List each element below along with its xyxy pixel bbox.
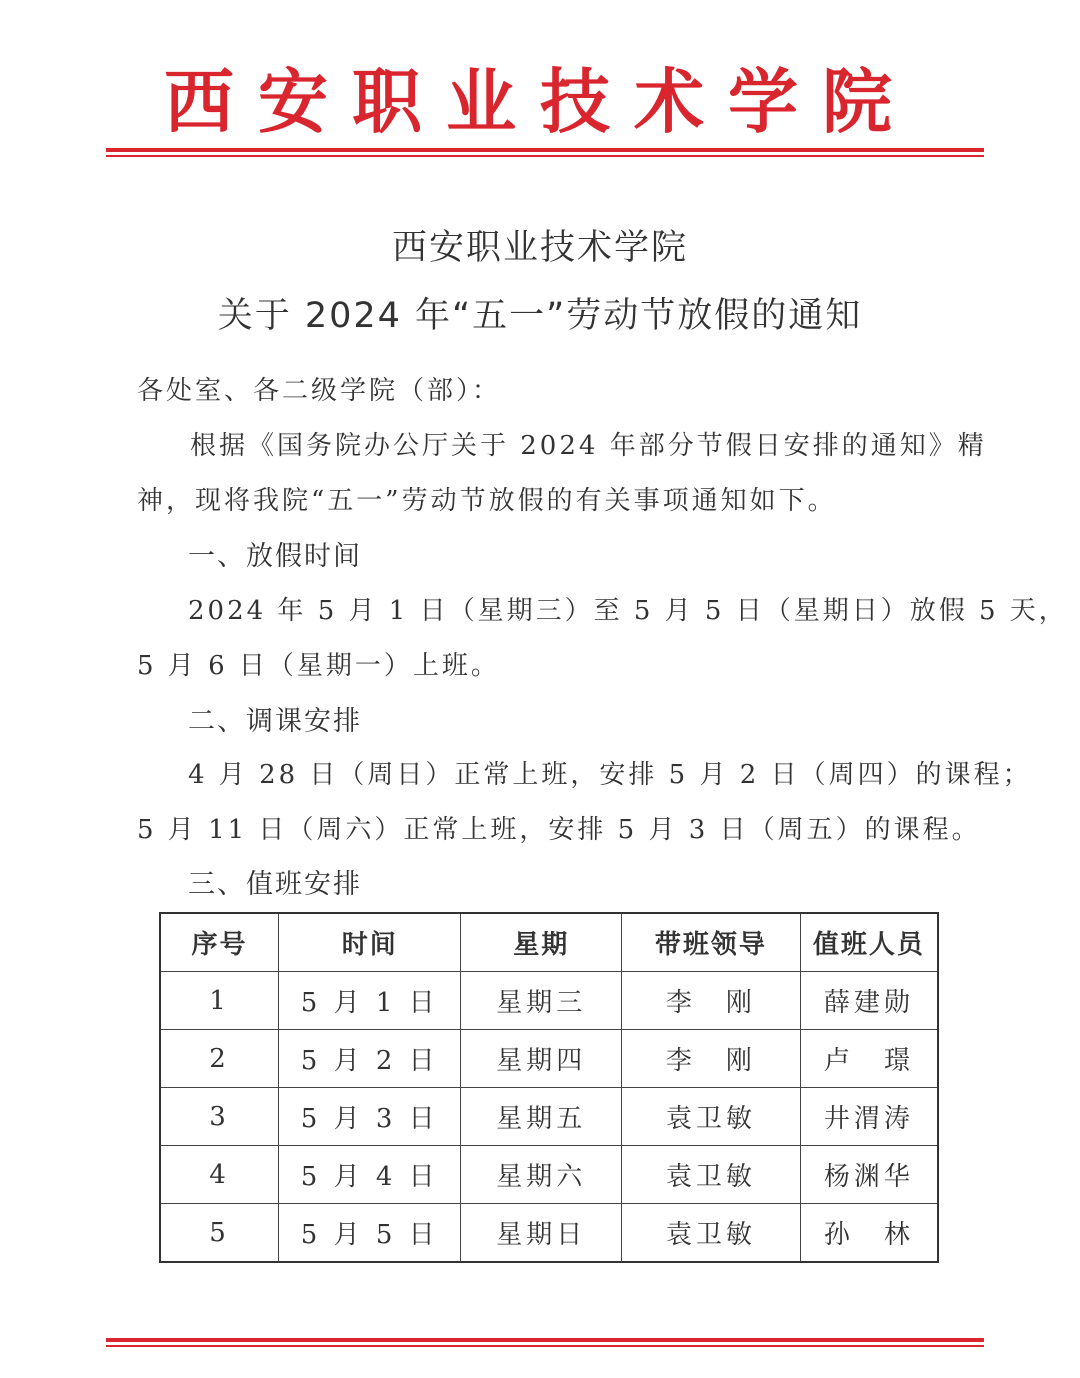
cell-leader: 李 刚 bbox=[622, 1030, 801, 1088]
cell-leader: 李 刚 bbox=[622, 972, 801, 1030]
section-heading-duty-arrangement: 三、值班安排 bbox=[188, 869, 362, 900]
header-date: 时间 bbox=[279, 913, 461, 972]
cell-weekday: 星期五 bbox=[461, 1088, 622, 1146]
cell-index: 2 bbox=[160, 1030, 279, 1088]
intro-line2: 神，现将我院“五一”劳动节放假的有关事项通知如下。 bbox=[137, 486, 837, 516]
section-heading-class-adjustment: 二、调课安排 bbox=[188, 706, 362, 737]
cell-date: 5 月 4 日 bbox=[279, 1146, 461, 1204]
cell-staff: 杨渊华 bbox=[800, 1146, 938, 1204]
cell-date: 5 月 2 日 bbox=[279, 1030, 461, 1088]
notice-title-line2: 关于 2024 年“五一”劳动节放假的通知 bbox=[217, 296, 863, 336]
header-index: 序号 bbox=[160, 913, 279, 972]
holiday-time-line1: 2024 年 5 月 1 日（星期三）至 5 月 5 日（星期日）放假 5 天， bbox=[188, 596, 1068, 626]
holiday-time-line2: 5 月 6 日（星期一）上班。 bbox=[137, 651, 500, 681]
cell-weekday: 星期六 bbox=[461, 1146, 622, 1204]
table-row bbox=[160, 972, 938, 1030]
cell-weekday: 星期日 bbox=[461, 1204, 622, 1263]
cell-index: 1 bbox=[160, 972, 279, 1030]
cell-index: 4 bbox=[160, 1146, 279, 1204]
table-row bbox=[160, 1088, 938, 1146]
header-weekday: 星期 bbox=[461, 913, 622, 972]
header-staff: 值班人员 bbox=[800, 913, 938, 972]
cell-staff: 薛建勋 bbox=[800, 972, 938, 1030]
top-red-rule bbox=[106, 148, 984, 157]
table-row bbox=[160, 1146, 938, 1204]
header-leader: 带班领导 bbox=[622, 913, 801, 972]
cell-staff: 卢 璟 bbox=[800, 1030, 938, 1088]
intro-line1: 根据《国务院办公厅关于 2024 年部分节假日安排的通知》精 bbox=[190, 431, 987, 461]
class-adjustment-line2: 5 月 11 日（周六）正常上班，安排 5 月 3 日（周五）的课程。 bbox=[137, 815, 981, 845]
table-row bbox=[160, 1030, 938, 1088]
cell-weekday: 星期四 bbox=[461, 1030, 622, 1088]
cell-leader: 袁卫敏 bbox=[622, 1088, 801, 1146]
cell-date: 5 月 5 日 bbox=[279, 1204, 461, 1263]
cell-index: 3 bbox=[160, 1088, 279, 1146]
cell-weekday: 星期三 bbox=[461, 972, 622, 1030]
class-adjustment-line1: 4 月 28 日（周日）正常上班，安排 5 月 2 日（周四）的课程； bbox=[188, 760, 1032, 790]
masthead-title: 西安职业技术学院 bbox=[164, 60, 916, 143]
cell-date: 5 月 1 日 bbox=[279, 972, 461, 1030]
cell-staff: 孙 林 bbox=[800, 1204, 938, 1263]
table-row bbox=[160, 1204, 938, 1263]
table-header-row bbox=[160, 913, 938, 972]
cell-leader: 袁卫敏 bbox=[622, 1204, 801, 1263]
cell-date: 5 月 3 日 bbox=[279, 1088, 461, 1146]
salutation: 各处室、各二级学院（部）： bbox=[137, 376, 502, 406]
section-heading-holiday-time: 一、放假时间 bbox=[188, 541, 362, 572]
cell-leader: 袁卫敏 bbox=[622, 1146, 801, 1204]
cell-staff: 井渭涛 bbox=[800, 1088, 938, 1146]
notice-title-line1: 西安职业技术学院 bbox=[391, 228, 688, 268]
cell-index: 5 bbox=[160, 1204, 279, 1263]
duty-table bbox=[159, 912, 939, 1263]
bottom-red-rule bbox=[106, 1338, 984, 1347]
